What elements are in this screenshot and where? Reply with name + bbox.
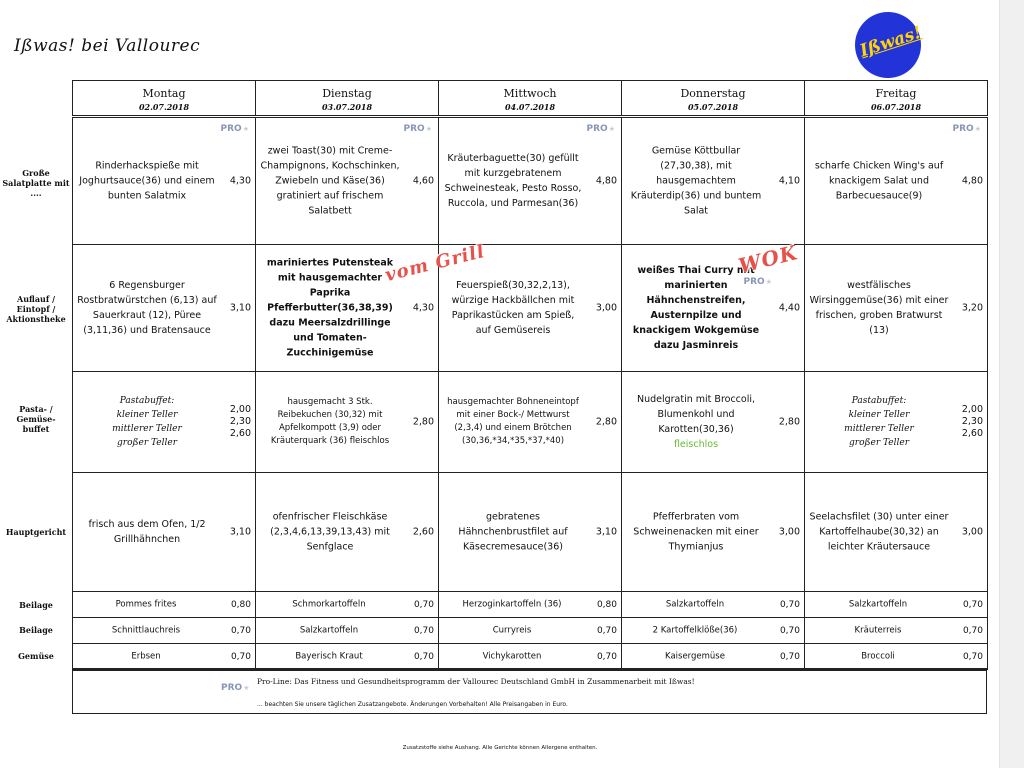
haupt-cell xyxy=(622,473,804,591)
dish-text: Kräuterbaguette(30) gefüllt mit kurzgebratenem Schweinesteak, Pesto Rosso, Ruccola, und Parmesan(36) xyxy=(444,153,582,209)
side-text: 2 Kartoffelklöße(36) xyxy=(652,625,738,635)
dish-price: 3,00 xyxy=(961,526,983,538)
pro-line-badge: PRO ★ xyxy=(404,124,432,134)
pasta-buffet-list xyxy=(809,394,949,450)
dish-price: 2,80 xyxy=(412,416,434,428)
side-text: Salzkartoffeln xyxy=(299,625,359,635)
side-price: 0,70 xyxy=(779,599,800,610)
side-cell xyxy=(622,618,804,643)
logo-text: Ißwas! xyxy=(857,22,925,62)
buffet-price: 2,00 xyxy=(961,404,983,415)
day-header xyxy=(439,81,622,117)
vom-grill-stamp: vom Grill xyxy=(382,240,488,287)
day-header xyxy=(805,81,988,117)
dish-price: 3,10 xyxy=(595,526,617,538)
buffet-prices xyxy=(962,404,983,440)
side-text: Vichykarotten xyxy=(482,651,542,661)
buffet-item: kleiner Teller xyxy=(116,410,178,420)
pro-line-badge: PRO ★ xyxy=(221,683,249,693)
side-price: 0,80 xyxy=(230,599,251,610)
auflauf-cell xyxy=(73,245,255,371)
day-date: 02.07.2018 xyxy=(138,101,190,112)
side-text: Curryreis xyxy=(492,625,532,635)
beilage-2-row xyxy=(73,618,988,644)
pro-line-badge: PRO ★ xyxy=(587,124,615,134)
menu-table xyxy=(72,80,988,670)
side-cell xyxy=(73,618,255,643)
dish-price: 4,30 xyxy=(412,302,434,314)
dish-price: 2,60 xyxy=(412,526,434,538)
auflauf-cell xyxy=(256,240,488,371)
buffet-price: 2,30 xyxy=(961,416,983,427)
row-label-haupt: Hauptgericht xyxy=(5,527,67,537)
footer-pro-line-text: Pro-Line: Das Fitness und Gesundheitsprogramm der Vallourec Deutschland GmbH in Zusammenarbeit mit Ißwas! xyxy=(257,677,695,686)
dish-price: 4,30 xyxy=(229,175,251,187)
buffet-item: großer Teller xyxy=(849,438,909,448)
side-text: Kräuterreis xyxy=(854,625,902,635)
auflauf-cell xyxy=(622,240,804,371)
dish-price: 2,80 xyxy=(778,416,800,428)
salat-cell xyxy=(805,118,987,244)
side-cell xyxy=(622,644,804,669)
page-title: Ißwas! bei Vallourec xyxy=(14,36,201,56)
dish-text: Rinderhackspieße mit Joghurtsauce(36) und einem bunten Salatmix xyxy=(79,160,215,202)
side-price: 0,70 xyxy=(230,651,251,662)
salat-row xyxy=(73,117,988,245)
dish-price: 3,20 xyxy=(961,302,983,314)
row-label-pasta: Pasta- / Gemüse- buffet xyxy=(16,404,56,434)
auflauf-row xyxy=(73,245,988,372)
day-date: 04.07.2018 xyxy=(504,101,556,112)
side-price: 0,70 xyxy=(779,651,800,662)
side-price: 0,80 xyxy=(596,599,617,610)
pro-line-badge: PRO ★ xyxy=(744,277,772,287)
gemuese-row xyxy=(73,644,988,670)
pasta-cell xyxy=(622,372,804,472)
pro-line-badge: PRO ★ xyxy=(221,124,249,134)
side-price: 0,70 xyxy=(779,625,800,636)
side-text: Erbsen xyxy=(131,651,161,661)
buffet-title: Pastabuffet: xyxy=(119,396,175,406)
dish-text: scharfe Chicken Wing's auf knackigem Salat und Barbecuesauce(9) xyxy=(814,160,944,202)
dish-text: hausgemacht 3 Stk. Reibekuchen (30,32) mit Apfelkompott (3,9) oder Kräuterquark (36) fleischlos xyxy=(270,397,390,446)
dish-text: Pfefferbraten vom Schweinenacken mit einer Thymianjus xyxy=(633,511,759,553)
dish-text: hausgemachter Bohneneintopf mit einer Bock-/ Mettwurst (2,3,4) und einem Brötchen (30,36,*34,*35,*37,*40) xyxy=(447,397,579,446)
day-date: 06.07.2018 xyxy=(870,101,922,112)
side-cell xyxy=(805,592,987,617)
dish-text: frisch aus dem Ofen, 1/2 Grillhähnchen xyxy=(88,519,206,545)
day-name: Dienstag xyxy=(322,86,372,100)
pasta-cell xyxy=(439,372,621,472)
dish-price: 4,80 xyxy=(961,175,983,187)
pasta-row xyxy=(73,372,988,473)
dish-text: weißes Thai Curry mit marinierten Hähnchenstreifen, Austernpilze und knackigem Wokgemüse dazu Jasminreis xyxy=(632,265,760,351)
pasta-buffet-cell xyxy=(73,372,255,472)
dish-text: gebratenes Hähnchenbrustfilet auf Käsecremesauce(36) xyxy=(458,511,568,553)
row-label-auflauf: Auflauf / Eintopf / Aktionstheke xyxy=(6,294,66,324)
side-price: 0,70 xyxy=(962,625,983,636)
dish-text: ofenfrischer Fleischkäse (2,3,4,6,13,39,13,43) mit Senfglace xyxy=(270,511,390,553)
dish-text: 6 Regensburger Rostbratwürstchen (6,13) auf Sauerkraut (12), Püree (3,11,36) und Bratensauce xyxy=(77,280,217,336)
dish-text-wrap xyxy=(626,392,766,452)
day-header xyxy=(256,81,439,117)
day-name: Freitag xyxy=(875,86,917,100)
buffet-prices xyxy=(230,404,251,440)
scrollbar[interactable] xyxy=(999,0,1024,768)
dish-price: 4,40 xyxy=(778,302,800,314)
buffet-item: mittlerer Teller xyxy=(112,424,182,434)
side-cell xyxy=(256,592,438,617)
side-cell xyxy=(439,644,621,669)
dish-price: 2,80 xyxy=(595,416,617,428)
buffet-item: mittlerer Teller xyxy=(844,424,914,434)
buffet-item: kleiner Teller xyxy=(848,410,910,420)
dish-price: 3,00 xyxy=(595,302,617,314)
salat-cell xyxy=(73,118,255,244)
beilage-1-row xyxy=(73,592,988,618)
side-cell xyxy=(73,644,255,669)
fleischlos-note: fleischlos xyxy=(673,439,719,450)
side-text: Pommes frites xyxy=(115,599,177,609)
row-label-gemuese: Gemüse xyxy=(18,651,54,661)
haupt-cell xyxy=(73,473,255,591)
dish-text: westfälisches Wirsinggemüse(36) mit einer frischen, groben Bratwurst (13) xyxy=(809,280,949,336)
pasta-buffet-cell xyxy=(805,372,987,472)
dish-price: 3,00 xyxy=(778,526,800,538)
side-price: 0,70 xyxy=(413,625,434,636)
allergen-note: Zusatzstoffe siehe Aushang. Alle Gerichte können Allergene enthalten. xyxy=(402,745,598,751)
isswas-logo xyxy=(855,12,925,78)
salat-cell xyxy=(439,118,621,244)
haupt-cell xyxy=(439,473,621,591)
day-name: Mittwoch xyxy=(503,86,557,100)
wok-stamp: WOK xyxy=(735,240,801,278)
side-price: 0,70 xyxy=(596,625,617,636)
buffet-price: 2,60 xyxy=(961,428,983,439)
haupt-row xyxy=(73,473,988,592)
auflauf-cell xyxy=(805,245,987,371)
footer-box xyxy=(72,668,987,714)
day-header xyxy=(73,81,256,117)
side-price: 0,70 xyxy=(413,651,434,662)
side-price: 0,70 xyxy=(962,599,983,610)
buffet-price: 2,00 xyxy=(229,404,251,415)
pasta-buffet-list xyxy=(77,394,217,450)
side-cell xyxy=(256,644,438,669)
dish-price: 4,10 xyxy=(778,175,800,187)
dish-price: 4,60 xyxy=(412,175,434,187)
side-text: Broccoli xyxy=(861,651,895,661)
side-text: Salzkartoffeln xyxy=(848,599,908,609)
dish-text: zwei Toast(30) mit Creme-Champignons, Kochschinken, Zwiebeln und Käse(36) gratiniert auf frischem Salatbett xyxy=(260,145,400,217)
side-cell xyxy=(439,592,621,617)
side-cell xyxy=(73,592,255,617)
dish-text: mariniertes Putensteak mit hausgemachter Paprika Pfefferbutter(36,38,39) dazu Meersalzdrillinge und Tomaten- Zucchinigemüse xyxy=(266,257,394,359)
dish-text: Seelachsfilet (30) unter einer Kartoffelhaube(30,32) an leichter Kräutersauce xyxy=(809,511,949,553)
buffet-price: 2,30 xyxy=(229,416,251,427)
side-cell xyxy=(622,592,804,617)
side-price: 0,70 xyxy=(230,625,251,636)
day-header xyxy=(622,81,805,117)
side-cell xyxy=(439,618,621,643)
haupt-cell xyxy=(256,473,438,591)
row-label-salat: Große Salatplatte mit .... xyxy=(2,168,70,198)
row-label-beilage-2: Beilage xyxy=(19,625,53,635)
side-cell xyxy=(805,618,987,643)
dish-price: 3,10 xyxy=(229,302,251,314)
day-date: 05.07.2018 xyxy=(687,101,739,112)
side-cell xyxy=(805,644,987,669)
side-price: 0,70 xyxy=(962,651,983,662)
side-price: 0,70 xyxy=(596,651,617,662)
buffet-title: Pastabuffet: xyxy=(851,396,907,406)
side-cell xyxy=(256,618,438,643)
day-name: Montag xyxy=(142,86,186,100)
side-text: Schmorkartoffeln xyxy=(292,599,366,609)
side-text: Schnittlauchreis xyxy=(111,625,181,635)
side-price: 0,70 xyxy=(413,599,434,610)
buffet-price: 2,60 xyxy=(229,428,251,439)
footer-disclaimer: ... beachten Sie unsere täglichen Zusatzangebote. Änderungen Vorbehalten! Alle Preisangaben in Euro. xyxy=(257,701,568,708)
dish-price: 3,10 xyxy=(229,526,251,538)
pasta-cell xyxy=(256,372,438,472)
side-text: Bayerisch Kraut xyxy=(295,651,363,661)
buffet-item: großer Teller xyxy=(117,438,177,448)
day-name: Donnerstag xyxy=(680,86,746,100)
dish-price: 4,80 xyxy=(595,175,617,187)
side-text: Kaisergemüse xyxy=(665,651,725,661)
pro-line-badge: PRO ★ xyxy=(953,124,981,134)
day-date: 03.07.2018 xyxy=(321,101,373,112)
salat-cell xyxy=(256,118,438,244)
day-header-row xyxy=(73,81,988,117)
dish-text: Feuerspieß(30,32,2,13), würzige Hackbällchen mit Paprikastücken am Spieß, auf Gemüsereis xyxy=(451,280,575,336)
row-label-beilage-1: Beilage xyxy=(19,600,53,610)
haupt-cell xyxy=(805,473,987,591)
side-text: Herzoginkartoffeln (36) xyxy=(462,599,562,609)
side-text: Salzkartoffeln xyxy=(665,599,725,609)
dish-text: Gemüse Köttbullar (27,30,38), mit hausgemachtem Kräuterdip(36) und buntem Salat xyxy=(630,145,762,217)
salat-cell xyxy=(622,118,804,244)
dish-text: Nudelgratin mit Broccoli, Blumenkohl und Karotten(30,36) xyxy=(636,394,756,435)
auflauf-cell xyxy=(439,245,621,371)
